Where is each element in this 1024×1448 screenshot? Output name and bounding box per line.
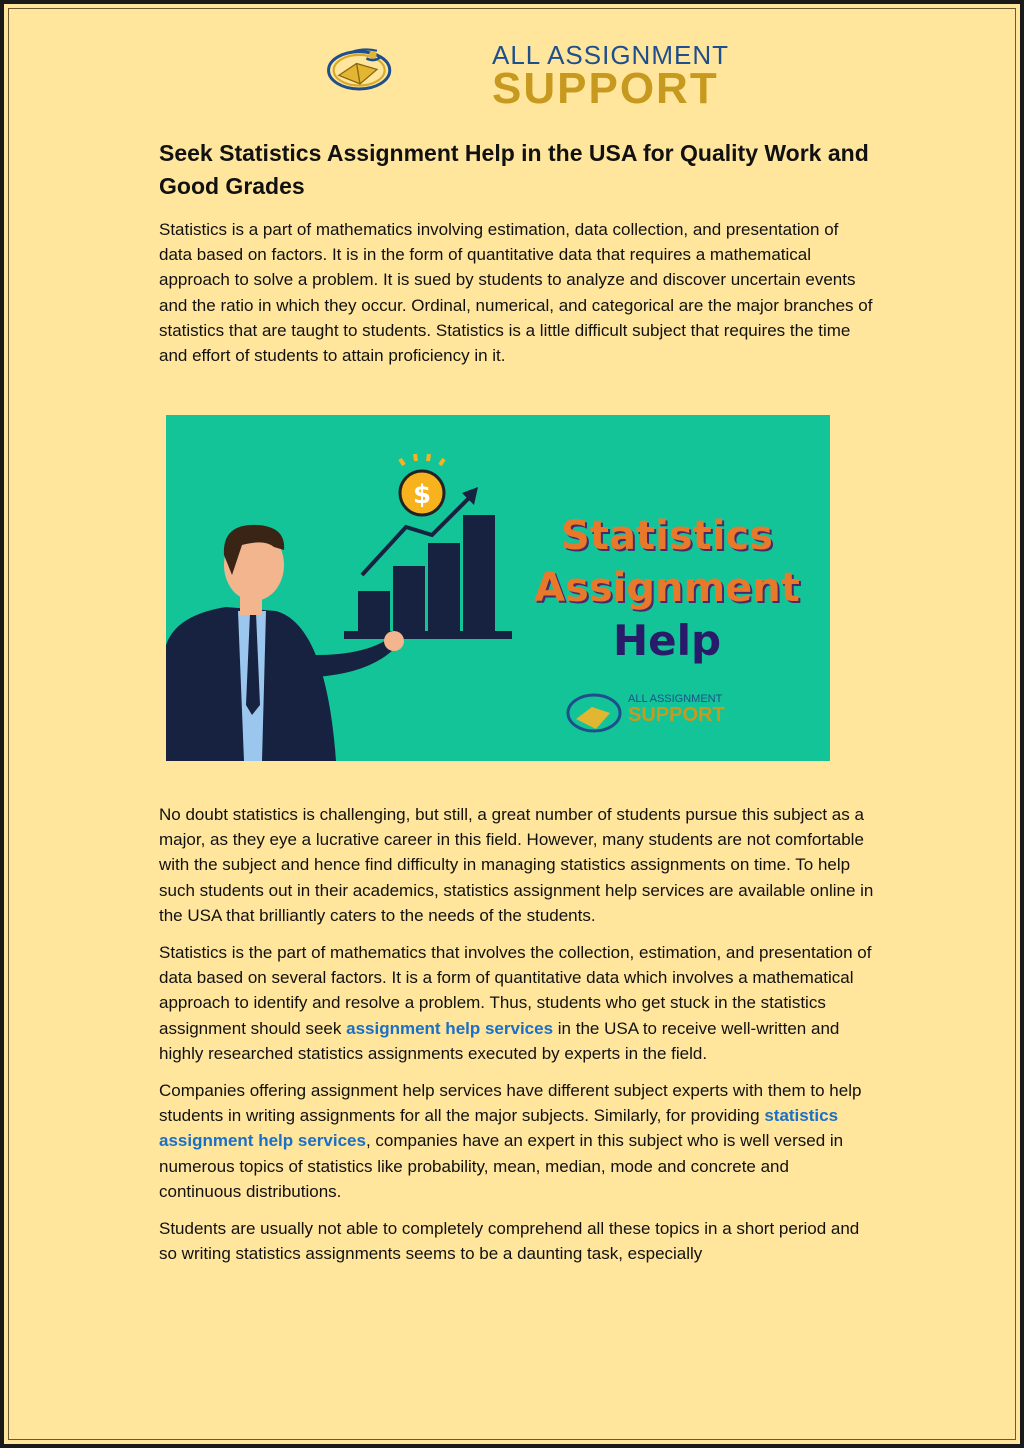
intro-paragraph: Statistics is a part of mathematics involving estimation, data collection, and presentation of data based on factors. It is in the form of quantitative data that requires a mathematical approach to solve a problem. It is sued by students to analyze and discover uncertain events and the ratio in which they occur. Ordinal, numerical, and categorical are the major branches of statistics that are taught to students. Statistics is a little difficult subject that requires the time and effort of students to attain proficiency in it. (159, 220, 873, 366)
businessman-chart-illustration (166, 415, 526, 761)
banner-line1: Statistics (561, 513, 773, 559)
statistics-banner-image (166, 415, 830, 761)
statistics-assignment-help-services-link[interactable]: statistics assignment help services (159, 1106, 839, 1151)
article-body (159, 802, 874, 1278)
article-title: Seek Statistics Assignment Help in the USA for Quality Work and Good Grades (159, 140, 869, 199)
mini-logo-icon (566, 687, 626, 737)
brand-line1: ALL ASSIGNMENT (492, 40, 729, 70)
paragraph-4 (159, 1078, 874, 1204)
businessman-figure (166, 525, 404, 761)
paragraph-4-text-b: , companies have an expert in this subject who is well versed in numerous topics of statistics like probability, mean, median, mode and concrete and continuous distributions. (159, 1131, 844, 1201)
paragraph-3-text-a: Statistics is the part of mathematics that involves the collection, estimation, and presentation of data based on several factors. It is a form of quantitative data which involves a mathematical approach to identify and resolve a problem. Thus, students who get stuck in the statistics assignment should seek (159, 943, 872, 1038)
coin-symbol: $ (412, 480, 432, 510)
paragraph-2: No doubt statistics is challenging, but still, a great number of students pursue this subject as a major, as they eye a lucrative career in this field. However, many students are not comfortable with the subject and hence find difficulty in managing statistics assignments on time. To help such students out in their academics, statistics assignment help services are available online in the USA that brilliantly caters to the needs of the students. (159, 805, 874, 925)
brand-line2: SUPPORT (492, 64, 719, 113)
paragraph-3 (159, 940, 874, 1066)
graduation-book-logo-icon (326, 14, 496, 124)
paragraph-4-text-a: Companies offering assignment help services have different subject experts with them to help students in writing assignments for all the major subjects. Similarly, for providing (159, 1081, 862, 1126)
banner-line2: Assignment (534, 565, 800, 611)
mini-logo-line2: SUPPORT (628, 704, 725, 726)
banner-mini-logo (566, 687, 756, 737)
paragraph-5: Students are usually not able to completely comprehend all these topics in a short period and so writing statistics assignments seems to be a daunting task, especially (159, 1219, 860, 1264)
article-top (159, 137, 874, 368)
dollar-coin-icon (400, 454, 444, 515)
banner-line3: Help (612, 616, 722, 665)
mini-logo-line1: ALL ASSIGNMENT (628, 693, 723, 705)
paragraph-3-text-b: in the USA to receive well-written and highly researched statistics assignments executed by experts in the field. (159, 1018, 840, 1063)
assignment-help-services-link[interactable]: assignment help services (346, 1018, 554, 1038)
banner-headline (522, 510, 812, 668)
